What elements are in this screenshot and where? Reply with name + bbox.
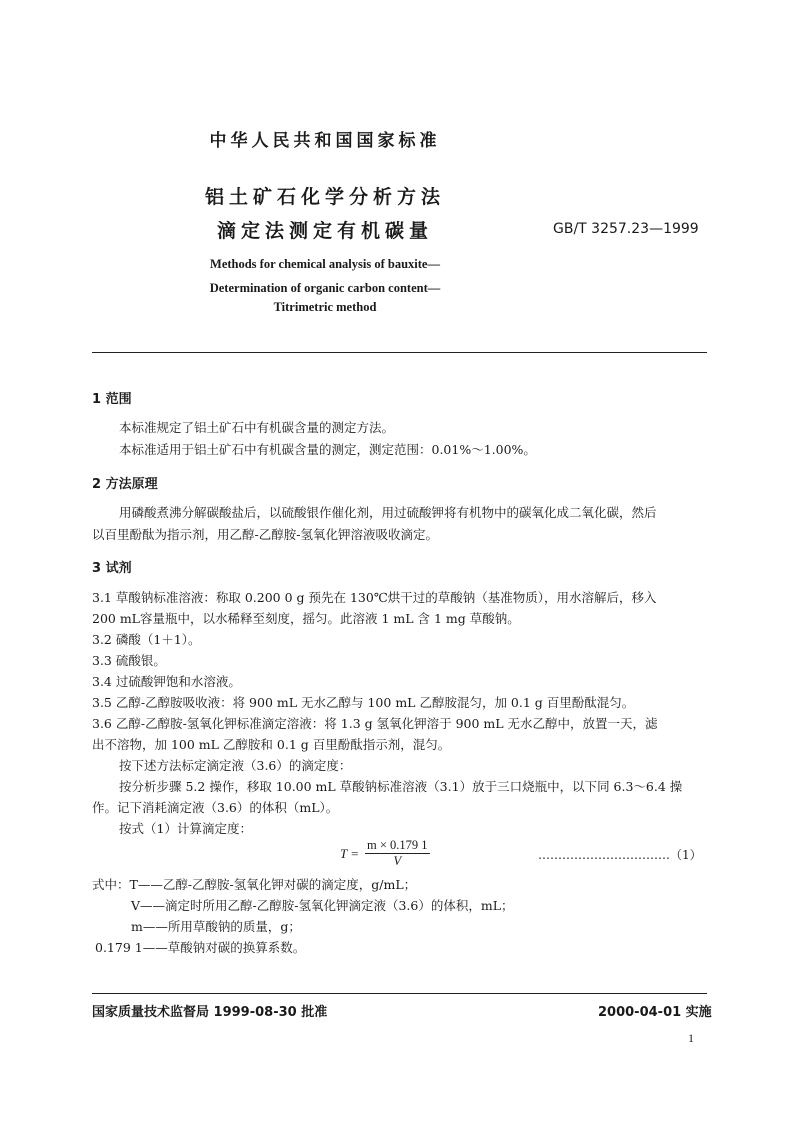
approval-date: 国家质量技术监督局 1999-08-30 批准: [92, 1005, 328, 1020]
reagent-3-4: 3.4 过硫酸钾饱和水溶液。: [92, 674, 241, 689]
section-1-para-1: 本标准规定了铝土矿石中有机碳含量的测定方法。: [119, 420, 395, 435]
formula-intro: 按式（1）计算滴定度：: [119, 821, 252, 836]
section-1-heading: 1 范围: [92, 392, 132, 407]
reagent-3-3: 3.3 硫酸银。: [92, 653, 166, 668]
formula-lhs: T =: [340, 845, 360, 861]
header-divider: [92, 352, 707, 353]
where-V: V——滴定时所用乙醇-乙醇胺-氢氧化钾滴定液（3.6）的体积，mL；: [131, 898, 514, 913]
title-line-1: 铝土矿石化学分析方法: [204, 186, 445, 208]
formula-numerator: m × 0.179 1: [367, 838, 428, 852]
formula-1: [340, 838, 430, 869]
reagent-3-2: 3.2 磷酸（1＋1）。: [92, 632, 201, 647]
title-line-2: 滴定法测定有机碳量: [216, 220, 433, 242]
calibration-line-1: 按分析步骤 5.2 操作，移取 10.00 mL 草酸钠标准溶液（3.1）放于三口烧瓶中，以下同 6.3～6.4 操: [119, 779, 683, 794]
national-standard-label: 中华人民共和国国家标准: [209, 131, 441, 151]
formula-fraction: [365, 838, 430, 869]
section-1-para-2: 本标准适用于铝土矿石中有机碳含量的测定，测定范围：0.01%～1.00%。: [119, 442, 536, 457]
formula-dots: ……………………………: [538, 848, 670, 862]
formula-number-line: [538, 846, 702, 863]
calibration-line-2: 作。记下消耗滴定液（3.6）的体积（mL）。: [92, 800, 339, 815]
reagent-3-1-line-2: 200 mL容量瓶中，以水稀释至刻度，摇匀。此溶液 1 mL 含 1 mg 草酸钠。: [92, 611, 520, 626]
implementation-date: 2000-04-01 实施: [598, 1005, 712, 1020]
formula-denominator: V: [393, 854, 402, 868]
english-title-line-3: Titrimetric method: [273, 300, 377, 314]
section-2-para-line-1: 用磷酸煮沸分解碳酸盐后，以硫酸银作催化剂，用过硫酸钾将有机物中的碳氧化成二氧化碳，然后: [119, 505, 657, 520]
standard-number: GB/T 3257.23—1999: [553, 221, 699, 237]
calibration-intro: 按下述方法标定滴定液（3.6）的滴定度：: [119, 758, 352, 773]
section-3-heading: 3 试剂: [92, 561, 132, 576]
where-T: 式中：T——乙醇-乙醇胺-氢氧化钾对碳的滴定度，g/mL；: [92, 877, 417, 892]
where-coefficient: 0.179 1——草酸钠对碳的换算系数。: [95, 940, 306, 955]
english-title-line-1: Methods for chemical analysis of bauxite—: [210, 257, 440, 271]
reagent-3-6-line-1: 3.6 乙醇-乙醇胺-氢氧化钾标准滴定溶液：将 1.3 g 氢氧化钾溶于 900 mL 无水乙醇中，放置一天，滤: [92, 716, 658, 731]
where-m: m——所用草酸钠的质量，g；: [131, 919, 301, 934]
reagent-3-6-line-2: 出不溶物，加 100 mL 乙醇胺和 0.1 g 百里酚酞指示剂，混匀。: [92, 737, 451, 752]
section-2-para-line-2: 以百里酚酞为指示剂，用乙醇-乙醇胺-氢氧化钾溶液吸收滴定。: [92, 527, 438, 542]
formula-number: （1）: [670, 848, 702, 862]
reagent-3-1-line-1: 3.1 草酸钠标准溶液：称取 0.200 0 g 预先在 130℃烘干过的草酸钠（基准物质），用水溶解后，移入: [92, 590, 657, 605]
english-title-line-2: Determination of organic carbon content—: [209, 281, 441, 295]
section-2-heading: 2 方法原理: [92, 477, 158, 492]
reagent-3-5: 3.5 乙醇-乙醇胺吸收液：将 900 mL 无水乙醇与 100 mL 乙醇胺混匀，加 0.1 g 百里酚酞混匀。: [92, 695, 635, 710]
page-number: 1: [688, 1031, 694, 1045]
footer-divider: [92, 993, 707, 994]
